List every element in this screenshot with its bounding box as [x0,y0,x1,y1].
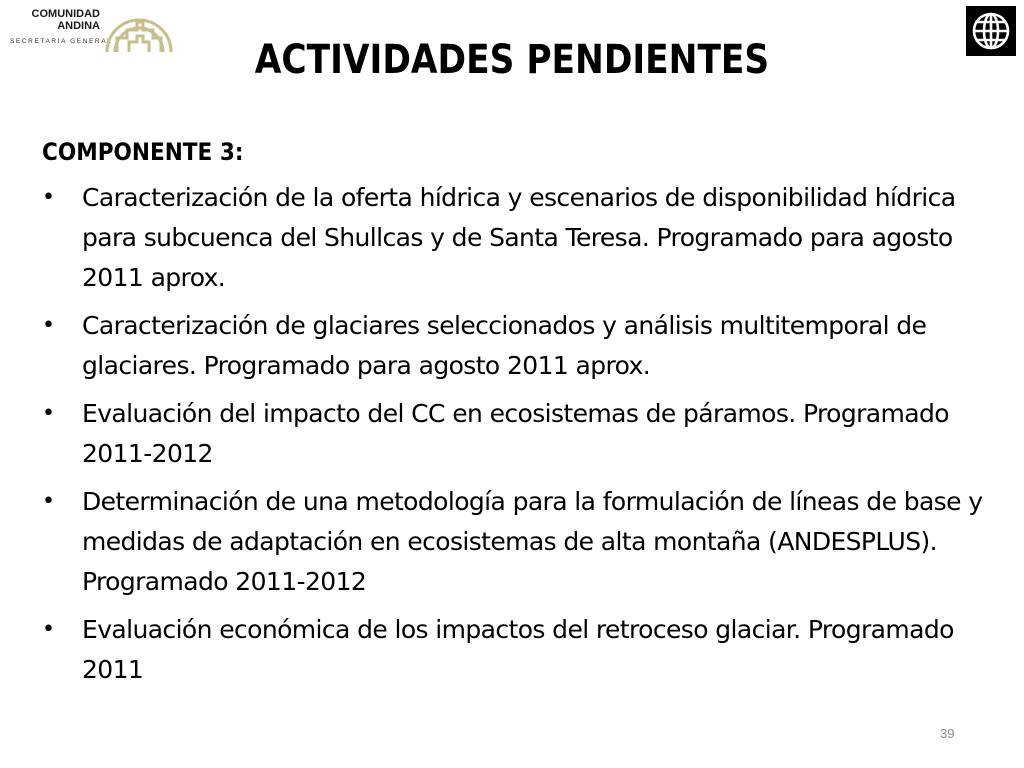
list-item-text: Evaluación económica de los impactos del retroceso glaciar. Programado 2011 [82,615,954,684]
list-item-text: Evaluación del impacto del CC en ecosistemas de páramos. Programado 2011-2012 [82,399,949,468]
component-heading: COMPONENTE 3: [42,138,244,166]
list-item [42,394,992,474]
list-item [42,178,992,298]
bullet-marker: • [42,489,55,514]
list-item [42,482,992,602]
list-item-text: Caracterización de la oferta hídrica y escenarios de disponibilidad hídrica para subcuenca del Shullcas y de Santa Teresa. Programado para agosto 2011 aprox. [82,183,956,292]
list-item-text: Determinación de una metodología para la formulación de líneas de base y medidas de adaptación en ecosistemas de alta montaña (ANDESPLUS). Programado 2011-2012 [82,487,983,596]
bullet-marker: • [42,313,55,338]
list-item [42,306,992,386]
list-item [42,610,992,690]
list-item-text: Caracterización de glaciares seleccionados y análisis multitemporal de glaciares. Programado para agosto 2011 aprox. [82,311,927,380]
activities-list [42,178,992,690]
logo-line-andina: ANDINA [57,20,100,32]
slide-content [42,132,992,698]
bullet-marker: • [42,617,55,642]
world-bank-logo [966,6,1016,56]
bullet-marker: • [42,401,55,426]
logo-line-comunidad: COMUNIDAD [31,8,100,20]
bullet-marker: • [42,185,55,210]
logo-line-secretaria: SECRETARIA GENERAL [10,38,113,45]
page-title: ACTIVIDADES PENDIENTES [254,37,770,83]
world-bank-globe-icon [966,6,1016,56]
page-number: 39 [940,726,955,741]
